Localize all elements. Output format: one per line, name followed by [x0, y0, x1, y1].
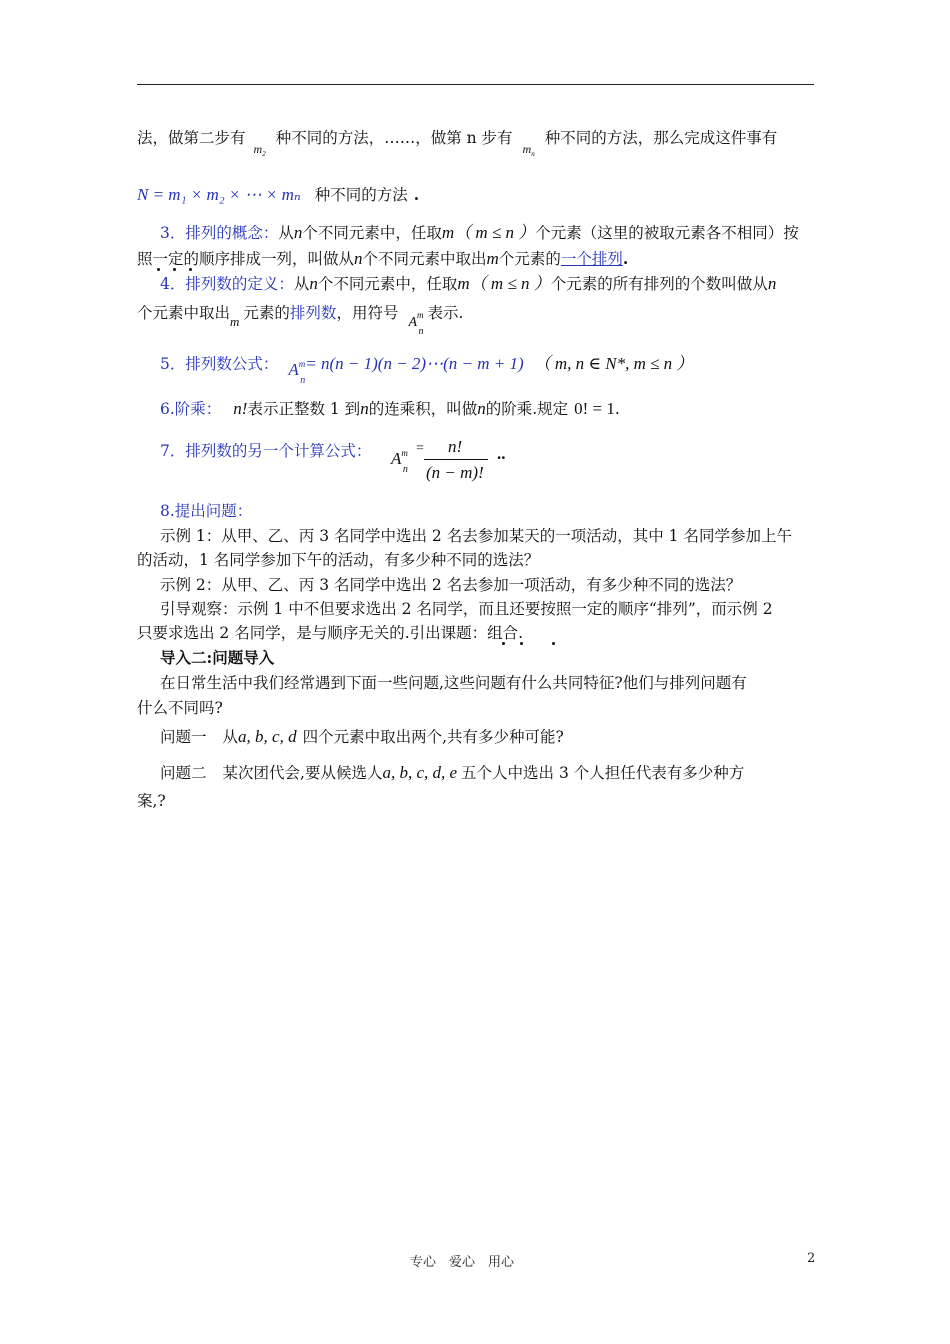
- fraction-bar: [424, 459, 488, 460]
- multiplication-principle-formula: [137, 184, 419, 206]
- term-combination: 组合: [487, 624, 519, 642]
- example-2: 示例 2：从甲、乙、丙 3 名同学中选出 2 名去参加一项活动，有多少种不同的选法？: [160, 576, 742, 594]
- item-3-line1: 3．排列的概念：从n个不同元素中，任取m（ m ≤ n ）个元素（这里的被取元素各不相同）按: [160, 223, 799, 242]
- symbol-A: $A^m_n$: [408, 310, 424, 337]
- intro-2-line1: 在日常生活中我们经常遇到下面一些问题,这些问题有什么共同特征?他们与排列问题有: [160, 674, 747, 692]
- question-2-line2: 案,?: [137, 792, 166, 810]
- question-1: 问题一 从a, b, c, d 四个元素中取出两个,共有多少种可能?: [160, 727, 564, 746]
- item-7-label: 7．排列数的另一个计算公式：: [160, 442, 372, 460]
- item-4-line1: 4．排列数的定义：从n个不同元素中，任取m（ m ≤ n ）个元素的所有排列的个数叫做从n: [160, 274, 777, 293]
- period-dot: .: [413, 185, 420, 204]
- period-dot: ..: [497, 444, 506, 463]
- text: 种不同的方法: [314, 186, 408, 204]
- item-8-label: 8.提出问题：: [160, 502, 253, 520]
- fraction-denominator: (n − m)!: [426, 463, 484, 482]
- term-permutation-number: 排列数: [289, 304, 337, 322]
- footer-motto: 专心 爱心 用心: [410, 1255, 515, 1270]
- example-1-line2: 的活动，1 名同学参加下午的活动，有多少种不同的选法？: [137, 551, 540, 569]
- formula-A: = n(n − 1)(n − 2)⋯(n − m + 1): [305, 354, 524, 373]
- fraction-numerator: n!: [448, 437, 463, 456]
- symbol-A: $A^m_n$: [288, 359, 306, 386]
- math-mn: mn: [522, 142, 535, 158]
- equals-sign: =: [416, 441, 424, 456]
- header-rule: [137, 84, 814, 85]
- guide-line2: 只要求选出 2 名同学，是与顺序无关的.引出课题：组合.: [137, 624, 524, 642]
- page-number: 2: [807, 1251, 816, 1266]
- item-5-label: 5．排列数公式：: [160, 355, 279, 373]
- item-8-label-line: [160, 500, 252, 522]
- item-3-label: 3．排列的概念：: [160, 224, 279, 242]
- question-2-line1: 问题二 某次团代会,要从候选人a, b, c, d, e 五个人中选出 3 个人担任代表有多少种方: [160, 763, 745, 782]
- formula-condition: （ m, n ∈ N*, m ≤ n ）: [533, 354, 694, 373]
- intro-2-line2: 什么不同吗?: [137, 699, 223, 717]
- text: 种不同的方法，……，做第 n 步有: [275, 129, 513, 147]
- term-permutation: 一个排列: [560, 250, 623, 268]
- example-1-line1: 示例 1：从甲、乙、丙 3 名同学中选出 2 名去参加某天的一项活动，其中 1 名同学参加上午: [160, 527, 792, 545]
- symbol-A: $A^m_n$: [391, 448, 408, 475]
- item-3-line2: 照一定的顺序排成一列，叫做从n个不同元素中取出m个元素的一个排列.: [137, 249, 629, 268]
- item-4-label: 4．排列数的定义：: [160, 275, 294, 293]
- emphasis-dots: [137, 268, 197, 272]
- item-7-label-line: [160, 440, 371, 462]
- item-4-line2: 个元素中取出$_m$ 元素的排列数，用符号$A^m_n$表示.: [137, 304, 464, 337]
- guide-line1: 引导观察：示例 1 中不但要求选出 2 名同学，而且还要按照一定的顺序“排列”，而示例 2: [160, 600, 773, 618]
- item-5-permutation-formula: [160, 353, 694, 386]
- math-m2: m2: [253, 142, 266, 158]
- formula-N: N = m₁ × m₂ × ⋯ × mₙ: [137, 185, 301, 204]
- emphasis-dots: [500, 642, 560, 646]
- section-title-intro-2: 导入二:问题导入: [160, 648, 275, 667]
- text: 种不同的方法，那么完成这件事有: [544, 129, 778, 147]
- item-6-factorial: 6.阶乘： n!表示正整数 1 到n的连乘积，叫做n的阶乘.规定 0! = 1.: [160, 399, 620, 418]
- item-6-label: 6.阶乘：: [160, 400, 222, 418]
- text: 法，做第二步有: [137, 129, 246, 147]
- paragraph-continuation: [137, 127, 778, 158]
